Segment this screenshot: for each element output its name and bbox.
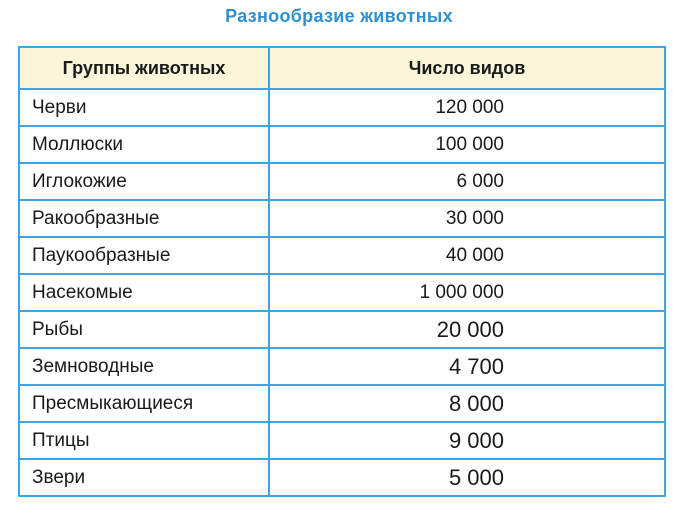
table-row <box>20 310 664 347</box>
group-name: Иглокожие <box>20 164 270 199</box>
table-row <box>20 162 664 199</box>
group-name: Птицы <box>20 423 270 458</box>
table-row <box>20 125 664 162</box>
species-count: 100 000 <box>435 133 504 155</box>
species-count: 5 000 <box>448 464 504 490</box>
table-row <box>20 347 664 384</box>
species-count: 8 000 <box>448 390 504 416</box>
group-name: Черви <box>20 90 270 125</box>
species-count: 120 000 <box>435 96 504 118</box>
table-row <box>20 458 664 495</box>
table-row <box>20 88 664 125</box>
species-table <box>18 46 666 497</box>
species-count: 6 000 <box>456 170 504 192</box>
header-count: Число видов <box>408 57 526 78</box>
group-name: Звери <box>20 460 270 495</box>
group-name: Ракообразные <box>20 201 270 236</box>
group-name: Пресмыкающиеся <box>20 386 270 421</box>
species-count: 20 000 <box>436 316 504 342</box>
species-count: 9 000 <box>448 427 504 453</box>
header-group: Группы животных <box>20 48 270 88</box>
table-row <box>20 236 664 273</box>
group-name: Паукообразные <box>20 238 270 273</box>
species-count: 4 700 <box>448 353 504 379</box>
group-name: Рыбы <box>20 312 270 347</box>
table-row <box>20 384 664 421</box>
species-count: 30 000 <box>445 207 504 229</box>
page-title: Разнообразие животных <box>225 6 453 26</box>
table-header-row <box>20 48 664 88</box>
species-count: 40 000 <box>445 244 504 266</box>
species-count: 1 000 000 <box>419 281 504 303</box>
table-row <box>20 273 664 310</box>
table-row <box>20 421 664 458</box>
group-name: Моллюски <box>20 127 270 162</box>
table-row <box>20 199 664 236</box>
group-name: Земноводные <box>20 349 270 384</box>
group-name: Насекомые <box>20 275 270 310</box>
